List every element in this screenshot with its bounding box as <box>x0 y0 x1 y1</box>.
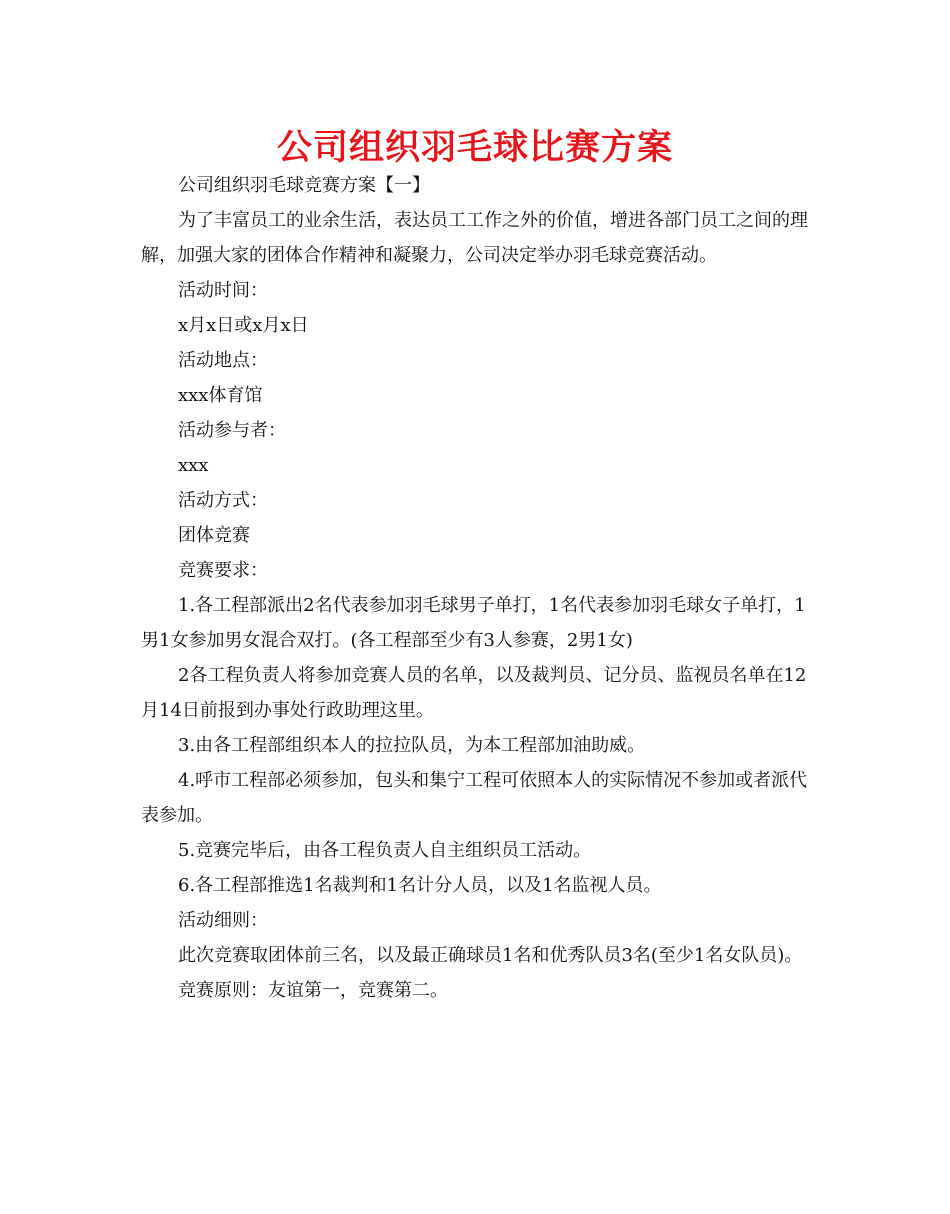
requirement-6: 6.各工程部推选1名裁判和1名计分人员，以及1名监视人员。 <box>178 875 662 896</box>
label-activity-format: 活动方式： <box>178 490 268 511</box>
document-body <box>141 168 813 1008</box>
paragraph-subtitle: 公司组织羽毛球竞赛方案【一】 <box>178 175 430 196</box>
label-participants: 活动参与者： <box>178 420 286 441</box>
label-activity-time: 活动时间： <box>178 280 268 301</box>
value-activity-time: x月x日或x月x日 <box>178 315 309 336</box>
value-activity-location: xxx体育馆 <box>178 385 263 406</box>
label-requirements: 竞赛要求： <box>178 560 268 581</box>
requirement-4: 4.呼市工程部必须参加，包头和集宁工程可依照本人的实际情况不参加或者派代表参加。 <box>141 770 808 826</box>
value-activity-rules: 此次竞赛取团体前三名，以及最正确球员1名和优秀队员3名(至少1名女队员)。 <box>178 945 803 966</box>
requirement-5: 5.竞赛完毕后，由各工程负责人自主组织员工活动。 <box>178 840 592 861</box>
label-activity-location: 活动地点： <box>178 350 268 371</box>
page-title: 公司组织羽毛球比赛方案 <box>276 128 673 168</box>
paragraph-intro: 为了丰富员工的业余生活，表达员工工作之外的价值，增进各部门员工之间的理解，加强大家的团体合作精神和凝聚力，公司决定举办羽毛球竞赛活动。 <box>141 210 808 266</box>
requirement-2: 2各工程负责人将参加竞赛人员的名单，以及裁判员、记分员、监视员名单在12月14日前报到办事处行政助理这里。 <box>141 665 807 721</box>
requirement-1: 1.各工程部派出2名代表参加羽毛球男子单打，1名代表参加羽毛球女子单打，1男1女参加男女混合双打。(各工程部至少有3人参赛，2男1女) <box>141 595 806 651</box>
value-participants: xxx <box>178 455 209 476</box>
label-activity-rules: 活动细则： <box>178 910 268 931</box>
competition-principle: 竞赛原则：友谊第一，竞赛第二。 <box>178 980 448 1001</box>
value-activity-format: 团体竞赛 <box>178 525 250 546</box>
requirement-3: 3.由各工程部组织本人的拉拉队员，为本工程部加油助威。 <box>178 735 646 756</box>
